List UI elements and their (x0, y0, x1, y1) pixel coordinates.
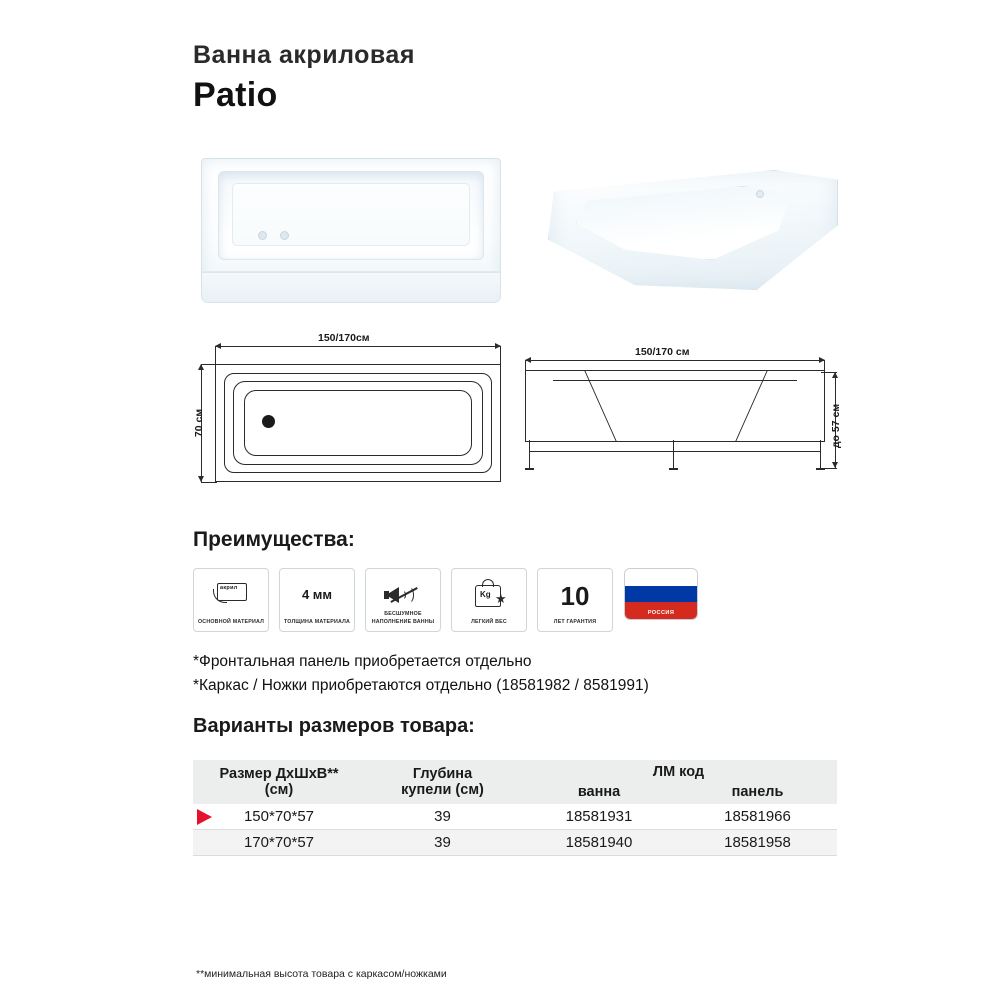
badge-light-weight-caption: ЛЕГКИЙ ВЕС (471, 619, 507, 626)
top-view-depth-label: 70 см (193, 408, 205, 438)
product-photos (193, 140, 843, 320)
cell-size: 170*70*57 (193, 830, 365, 856)
badge-thickness (279, 568, 355, 632)
product-category: Ванна акриловая (193, 41, 415, 69)
selected-row-marker-icon (197, 809, 212, 825)
cell-code-bath: 18581940 (520, 830, 678, 856)
badge-light-weight (451, 568, 527, 632)
th-depth (365, 760, 520, 804)
th-code-panel: панель (678, 784, 837, 804)
mute-speaker-icon (384, 583, 422, 607)
isometric-view-photo (548, 152, 838, 307)
badge-country-caption: РОССИЯ (647, 610, 675, 616)
badge-material-caption: ОСНОВНОЙ МАТЕРИАЛ (197, 619, 265, 626)
badge-material-top-text: акрил (220, 585, 238, 591)
top-view-width-label: 150/170см (318, 332, 370, 344)
frame-rail (529, 451, 821, 452)
th-code-bath: ванна (520, 784, 678, 804)
badge-silent-filling (365, 568, 441, 632)
table-footnote: **минимальная высота товара с каркасом/ножками (196, 968, 447, 980)
foot-left (525, 468, 534, 470)
badge-warranty (537, 568, 613, 632)
note-line-1: *Фронтальная панель приобретается отдельно (193, 653, 532, 670)
side-view-height-label: до 57 см (830, 403, 842, 449)
top-view-rim-3 (244, 390, 472, 456)
th-size-unit: (см) (264, 782, 294, 798)
table-row[interactable] (193, 804, 837, 830)
tub-inner-bottom (232, 183, 470, 246)
advantages-badges (193, 568, 699, 632)
side-view-drawing (515, 332, 845, 507)
cell-code-panel: 18581958 (678, 830, 837, 856)
cell-size-value: 150*70*57 (243, 808, 315, 825)
sizes-table-body (193, 804, 837, 856)
badge-weight-top-text: Kg (480, 590, 491, 599)
weight-bag-icon (469, 581, 509, 611)
ext-line (500, 346, 501, 366)
table-header-row-1 (193, 760, 837, 784)
ext-line (201, 482, 217, 483)
leg-right (820, 440, 821, 470)
table-row[interactable] (193, 830, 837, 856)
th-code-group: ЛМ код (520, 760, 837, 784)
top-view-outline (215, 364, 501, 482)
foot-right (816, 468, 825, 470)
top-view-drawing (193, 332, 513, 507)
warranty-years: 10 (560, 581, 590, 611)
badge-silent-filling-caption: БЕСШУМНОЕ НАПОЛНЕНИЕ ВАННЫ (371, 611, 435, 626)
badge-country (623, 568, 699, 632)
th-size (193, 760, 365, 804)
note-line-2: *Каркас / Ножки приобретаются отдельно (18581982 / 8581991) (193, 677, 649, 695)
leg-middle (673, 440, 674, 470)
tub-apron (202, 272, 500, 302)
badge-warranty-caption: ЛЕТ ГАРАНТИЯ (553, 619, 597, 626)
sizes-table (193, 760, 837, 856)
leg-left (529, 440, 530, 470)
ext-line (215, 346, 216, 366)
side-view-inner-line (553, 380, 797, 381)
foot-middle (669, 468, 678, 470)
cell-code-bath: 18581931 (520, 804, 678, 830)
width-arrow (215, 346, 501, 347)
side-view-outline (525, 370, 825, 470)
th-size-label: Размер ДхШхВ** (219, 766, 339, 782)
badge-thickness-caption: ТОЛЩИНА МАТЕРИАЛА (283, 619, 351, 626)
star-icon: ★ (495, 591, 507, 606)
sizes-title: Варианты размеров товара: (193, 715, 475, 737)
front-view-photo (201, 158, 501, 303)
th-depth-unit: купели (см) (401, 782, 484, 798)
page-title: Patio (193, 75, 278, 114)
acrylic-sheet-icon (211, 581, 251, 609)
cell-depth: 39 (365, 830, 520, 856)
russia-flag-icon (624, 568, 698, 620)
width-arrow (525, 360, 825, 361)
cell-size (193, 804, 365, 830)
advantages-title: Преимущества: (193, 528, 355, 551)
sizes-table-head (193, 760, 837, 804)
drain-icon (262, 415, 275, 428)
side-view-width-label: 150/170 см (635, 346, 690, 358)
cell-code-panel: 18581966 (678, 804, 837, 830)
badge-thickness-value: 4 мм (301, 587, 333, 602)
tap-hole-icon (280, 231, 289, 240)
product-notes (193, 650, 649, 698)
badge-material (193, 568, 269, 632)
tap-hole-icon (258, 231, 267, 240)
tap-hole-icon (756, 190, 764, 198)
page-header (193, 42, 415, 115)
th-depth-label: Глубина (412, 766, 473, 782)
cell-depth: 39 (365, 804, 520, 830)
